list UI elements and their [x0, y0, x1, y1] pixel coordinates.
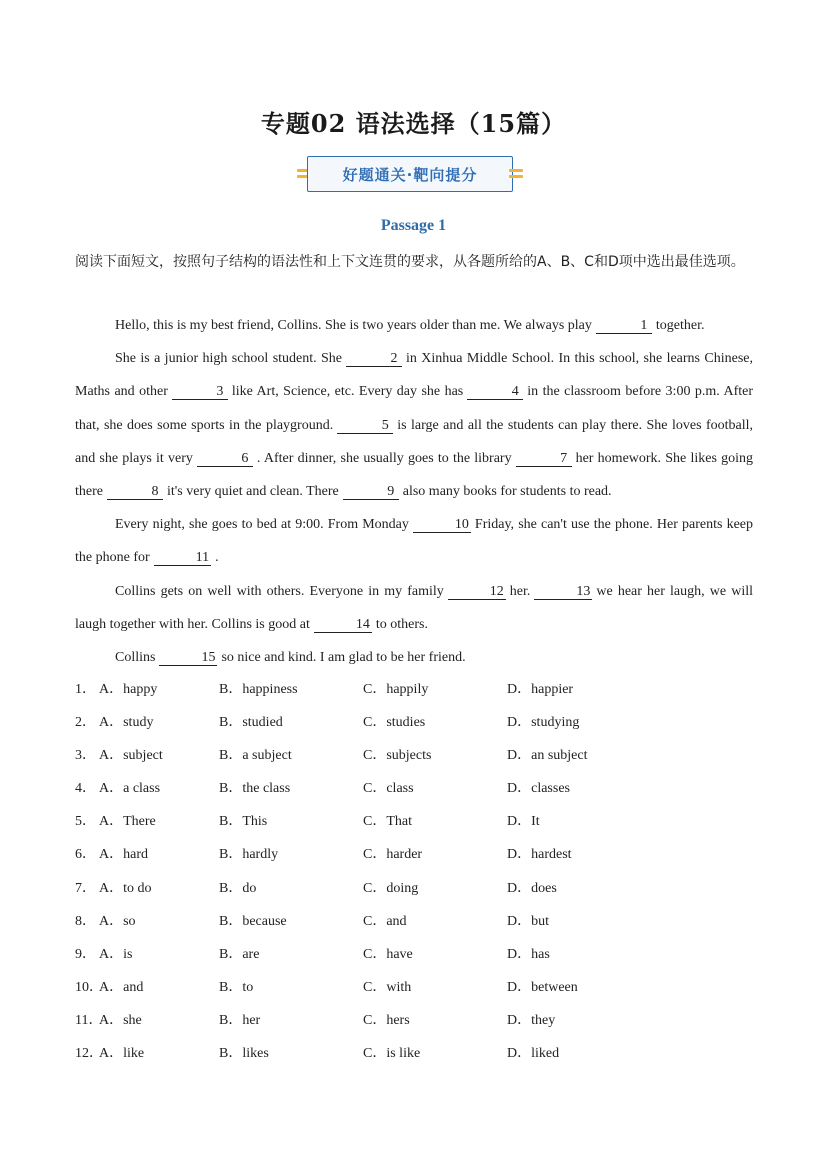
- option-a[interactable]: A．subject: [99, 748, 163, 764]
- option-b[interactable]: B．This: [219, 814, 268, 830]
- blank-1: 1: [596, 318, 652, 334]
- option-b[interactable]: B．to: [219, 979, 254, 995]
- blank-7: 7: [516, 451, 572, 467]
- question-number: 6．: [75, 847, 96, 863]
- blank-6: 6: [197, 451, 253, 467]
- blank-8: 8: [107, 484, 163, 500]
- blank-12: 12: [448, 584, 506, 600]
- blank-10: 10: [413, 517, 471, 533]
- question-number: 5．: [75, 814, 96, 830]
- option-c[interactable]: C．happily: [363, 682, 429, 697]
- option-c[interactable]: C．hers: [363, 1012, 410, 1028]
- passage-text: Collins gets on well with others. Everyone in my family: [115, 583, 444, 599]
- question-number: 1．: [75, 682, 96, 697]
- passage-text: we hear her laugh, we will laugh together with her. Collins is good at: [75, 583, 753, 632]
- paragraph: [75, 508, 753, 574]
- question-row: [75, 673, 755, 706]
- passage-text: .: [215, 550, 219, 566]
- option-d[interactable]: D．happier: [507, 682, 574, 697]
- passage-text: in Xinhua Middle School. In this school, she learns Chinese, Maths and other: [75, 351, 753, 400]
- blank-14: 14: [314, 617, 372, 633]
- passage-text: is large and all the students can play there. She loves football, and she plays it very: [75, 417, 754, 466]
- option-b[interactable]: B．studied: [219, 715, 283, 731]
- option-c[interactable]: C．class: [363, 781, 414, 797]
- option-a[interactable]: A．hard: [99, 847, 148, 863]
- option-c[interactable]: C．with: [363, 979, 412, 995]
- blank-11: 11: [154, 550, 211, 566]
- option-d[interactable]: D．between: [507, 979, 578, 995]
- question-row: [75, 1037, 755, 1070]
- option-d[interactable]: D．an subject: [507, 748, 588, 764]
- passage-text: also many books for students to read.: [402, 484, 612, 500]
- option-d[interactable]: D．they: [507, 1012, 556, 1028]
- option-a[interactable]: A．There: [99, 814, 156, 830]
- passage-text: to others.: [375, 616, 428, 632]
- blank-4: 4: [467, 384, 523, 400]
- option-d[interactable]: D．It: [507, 814, 540, 830]
- passage-title: Passage 1: [380, 217, 447, 234]
- passage-text: together.: [655, 318, 705, 333]
- passage-text: Every night, she goes to bed at 9:00. From Monday: [115, 517, 409, 533]
- question-number: 4．: [75, 781, 96, 797]
- option-d[interactable]: D．but: [507, 913, 549, 929]
- section-banner: [297, 156, 529, 196]
- banner-label: 好题通关·靶向提分: [307, 156, 513, 192]
- question-row: [75, 805, 755, 838]
- option-c[interactable]: C．doing: [363, 880, 419, 896]
- paragraph: [75, 342, 753, 508]
- blank-2: 2: [346, 351, 402, 367]
- question-row: [75, 938, 755, 971]
- option-c[interactable]: C．have: [363, 946, 413, 962]
- option-a[interactable]: A．is: [99, 946, 133, 962]
- option-c[interactable]: C．harder: [363, 847, 423, 863]
- question-number: 10．: [75, 979, 103, 995]
- passage-body: [75, 309, 753, 674]
- option-b[interactable]: B．likes: [219, 1046, 269, 1062]
- option-a[interactable]: A．study: [99, 715, 154, 731]
- question-number: 7．: [75, 880, 96, 896]
- option-d[interactable]: D．studying: [507, 715, 580, 731]
- equals-decoration-icon: [509, 167, 523, 181]
- question-row: [75, 1004, 755, 1037]
- passage-text: . After dinner, she usually goes to the library: [256, 450, 512, 466]
- option-c[interactable]: C．is like: [363, 1046, 421, 1062]
- option-a[interactable]: A．and: [99, 979, 144, 995]
- option-b[interactable]: B．her: [219, 1012, 261, 1028]
- option-d[interactable]: D．has: [507, 946, 550, 962]
- question-number: 11．: [75, 1012, 103, 1028]
- option-c[interactable]: C．subjects: [363, 748, 432, 764]
- option-a[interactable]: A．like: [99, 1046, 145, 1062]
- option-a[interactable]: A．to do: [99, 880, 152, 896]
- question-row: [75, 706, 755, 739]
- option-d[interactable]: D．classes: [507, 781, 570, 797]
- question-number: 12．: [75, 1046, 103, 1062]
- question-row: [75, 872, 755, 905]
- blank-5: 5: [337, 418, 393, 434]
- option-d[interactable]: D．liked: [507, 1046, 560, 1062]
- option-a[interactable]: A．so: [99, 913, 136, 929]
- question-row: [75, 838, 755, 871]
- question-row: [75, 971, 755, 1004]
- question-number: 9．: [75, 946, 96, 962]
- question-number: 8．: [75, 913, 96, 929]
- question-number: 3．: [75, 748, 96, 764]
- option-b[interactable]: B．are: [219, 946, 260, 962]
- option-a[interactable]: A．a class: [99, 781, 161, 797]
- paragraph: [75, 641, 753, 674]
- option-d[interactable]: D．hardest: [507, 847, 572, 863]
- option-b[interactable]: B．hardly: [219, 847, 279, 863]
- question-number: 2．: [75, 715, 96, 731]
- options-list: [75, 673, 755, 1070]
- option-c[interactable]: C．studies: [363, 715, 426, 731]
- question-row: [75, 905, 755, 938]
- question-row: [75, 739, 755, 772]
- blank-9: 9: [343, 484, 399, 500]
- passage-text: like Art, Science, etc. Every day she has: [231, 384, 464, 400]
- passage-text: in the classroom before 3:00 p.m. After that, she does some sports in the playground.: [75, 384, 754, 433]
- passage-text: so nice and kind. I am glad to be her friend.: [221, 650, 466, 666]
- option-d[interactable]: D．does: [507, 880, 557, 896]
- blank-13: 13: [534, 584, 592, 600]
- option-c[interactable]: C．That: [363, 814, 412, 830]
- option-c[interactable]: C．and: [363, 913, 407, 929]
- passage-text: her.: [509, 583, 531, 599]
- passage-text: Hello, this is my best friend, Collins. She is two years older than me. We always play: [115, 318, 592, 333]
- option-b[interactable]: B．a subject: [219, 748, 292, 764]
- option-b[interactable]: B．because: [219, 913, 287, 929]
- passage-text: Friday, she can't use the phone. Her parents keep the phone for: [75, 517, 753, 566]
- page-title: 专题02 语法选择（15篇）: [260, 109, 567, 138]
- option-a[interactable]: A．happy: [99, 682, 158, 697]
- paragraph: [75, 309, 753, 342]
- passage-text: Collins: [115, 650, 156, 666]
- paragraph: [75, 575, 753, 641]
- option-a[interactable]: A．she: [99, 1012, 142, 1028]
- passage-text: it's very quiet and clean. There: [166, 484, 339, 500]
- blank-15: 15: [159, 650, 217, 666]
- question-row: [75, 772, 755, 805]
- passage-text: her homework. She likes going there: [75, 450, 753, 500]
- passage-text: She is a junior high school student. She: [115, 351, 343, 367]
- option-b[interactable]: B．do: [219, 880, 257, 896]
- option-b[interactable]: B．happiness: [219, 682, 298, 697]
- instruction-text: 阅读下面短文，按照句子结构的语法性和上下文连贯的要求，从各题所给的A、B、C和D项中选出最佳选项。: [75, 254, 745, 270]
- blank-3: 3: [172, 384, 228, 400]
- option-b[interactable]: B．the class: [219, 781, 291, 797]
